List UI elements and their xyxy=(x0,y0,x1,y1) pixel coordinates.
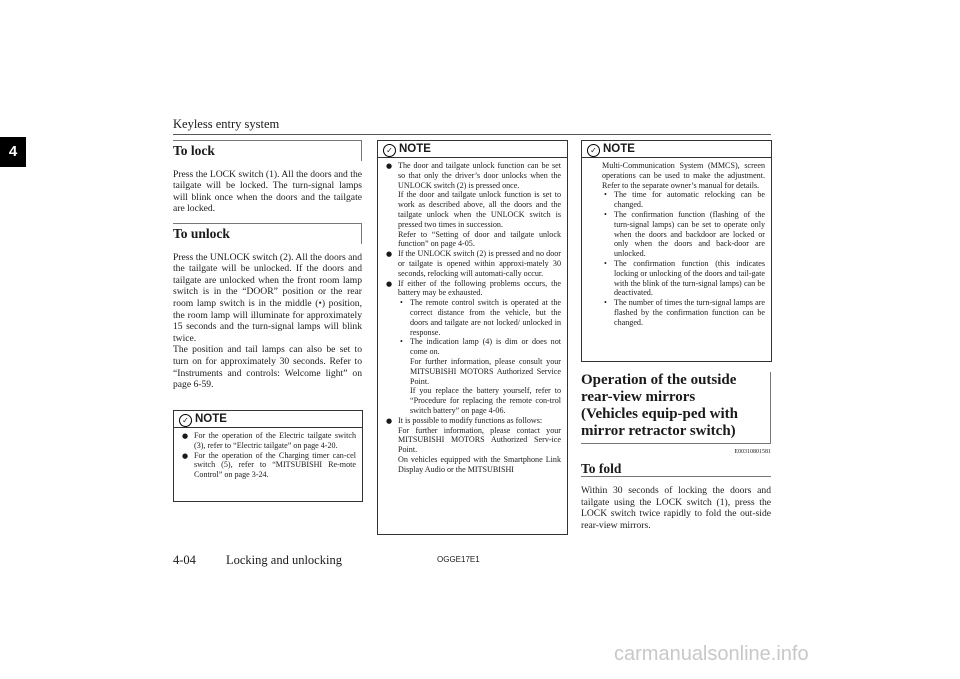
left-column xyxy=(173,140,362,391)
sub-item xyxy=(378,337,567,415)
note-item-text: The door and tailgate unlock function can be set so that only the driver’s door unlocks when the UNLOCK switch (2) is pressed once. xyxy=(398,161,561,190)
header-rule xyxy=(173,134,771,135)
lock-heading: To lock xyxy=(173,140,362,161)
sub-item-text: For further information, please consult your MITSUBISHI MOTORS Authorized Service Point. xyxy=(410,356,561,386)
note-item-text: If the UNLOCK switch (2) is pressed and no door or tailgate is opened within approxi-mately 30 seconds, relocking will automati-cally occur. xyxy=(398,249,561,278)
unlock-text-welcome: The position and tail lamps can also be set to turn on for approximately 30 seconds. Refer to “Instruments and controls: Welcome light” on page 6-59. xyxy=(173,344,362,391)
sub-bullet: • xyxy=(604,190,607,200)
note-item-text: On vehicles equipped with the Smartphone Link Display Audio or the MITSUBISHI xyxy=(398,454,561,474)
note-rule xyxy=(378,157,567,158)
note-item-text: If either of the following problems occurs, the battery may be exhausted. xyxy=(398,278,561,298)
note-header xyxy=(179,413,362,427)
note-item xyxy=(378,249,567,278)
note-label: NOTE xyxy=(399,143,431,156)
left-note-box xyxy=(173,410,363,502)
note-item xyxy=(174,451,362,480)
note-label: NOTE xyxy=(603,143,635,156)
sub-item-text: The time for automatic relocking can be changed. xyxy=(614,190,765,210)
bullet-icon: ● xyxy=(386,162,393,170)
sub-item xyxy=(582,190,771,210)
sub-item-text: The number of times the turn-signal lamps are flashed by the confirmation function can be changed. xyxy=(614,298,765,327)
sub-item xyxy=(582,298,771,327)
watermark: carmanualsonline.info xyxy=(614,643,809,665)
doc-code: OGGE17E1 xyxy=(437,555,480,564)
note-item-text: For the operation of the Electric tailgate switch (3), refer to “Electric tailgate” on page 4-20. xyxy=(194,431,356,450)
note-icon: ✓ xyxy=(587,144,600,157)
sub-item-text: The indication lamp (4) is dim or does not come on. xyxy=(410,337,561,357)
sub-item-text: If you replace the battery yourself, refer to “Procedure for replacing the remote con-trol switch battery” on page 4-06. xyxy=(410,386,561,415)
chapter-tab: 4 xyxy=(0,137,26,167)
sub-bullet: • xyxy=(400,298,403,308)
note-item-text: Refer to “Setting of door and tailgate unlock function” on page 4-05. xyxy=(398,229,561,249)
unlock-heading: To unlock xyxy=(173,223,362,244)
bullet-icon: ● xyxy=(386,250,393,259)
page-number: 4-04 xyxy=(173,553,196,567)
fold-heading: To fold xyxy=(581,463,771,478)
note-header xyxy=(587,143,771,157)
note-rule xyxy=(582,157,771,158)
sub-bullet: • xyxy=(604,298,607,308)
sub-bullet: • xyxy=(604,209,607,219)
note-item-text: For further information, please contact your MITSUBISHI MOTORS Authorized Serv-ice Point. xyxy=(398,425,561,455)
bullet-icon: ● xyxy=(386,279,393,288)
bullet-icon: ● xyxy=(386,416,393,425)
note-item-text: For the operation of the Charging timer can-cel switch (5), refer to “MITSUBISHI Re-mote Control” on page 3-24. xyxy=(194,450,356,480)
sub-bullet: • xyxy=(604,258,607,268)
sub-item-text: The confirmation function (this indicates locking or unlocking of the doors and tail-gate with the blink of the turn-signal lamps) can be deactivated. xyxy=(614,258,765,298)
lock-text: Press the LOCK switch (1). All the doors and the tailgate will be locked. The turn-signal lamps will blink once when the doors and the tailgate are locked. xyxy=(173,168,362,215)
note-rule xyxy=(174,427,362,428)
mirror-section xyxy=(581,372,771,532)
sub-bullet: • xyxy=(400,337,403,347)
note-label: NOTE xyxy=(195,413,227,426)
mirror-heading: Operation of the outside rear-view mirrors (Vehicles equip-ped with mirror retractor switch) xyxy=(581,372,771,444)
sub-item-text: The confirmation function (flashing of the turn-signal lamps) can be set to operate only when the doors and backdoor are locked or only when the doors and back-door are unlocked. xyxy=(614,209,765,259)
note-icon: ✓ xyxy=(383,144,396,157)
note-item xyxy=(378,161,567,249)
unlock-text: Press the UNLOCK switch (2). All the doors and the tailgate will be unlocked. If the doors and tailgate are unlocked when the front room lamp switch is in the “DOOR” position or the rear room lamp switch is in the middle (•) position, the room lamp will illuminate for approximately 15 seconds and the turn-signal lamps will blink twice. xyxy=(173,251,362,344)
sub-item xyxy=(582,210,771,259)
note-item xyxy=(378,416,567,475)
bullet-icon: ● xyxy=(182,451,189,460)
right-note-box xyxy=(581,140,772,362)
sub-item-text: The remote control switch is operated at the correct distance from the vehicle, but the doors and tailgate are not locked/ unlocked in response. xyxy=(410,298,561,337)
middle-note-box xyxy=(377,140,568,535)
note-intro: Multi-Communication System (MMCS), screen operations can be used to make the adjustment. Refer to the separate owner’s manual for details. xyxy=(602,161,765,190)
footer-section: Locking and unlocking xyxy=(226,553,342,567)
note-item xyxy=(378,279,567,299)
sub-item xyxy=(378,298,567,337)
fold-text: Within 30 seconds of locking the doors and tailgate using the LOCK switch (1), press the LOCK switch twice rapidly to fold the out-side rear-view mirrors. xyxy=(581,485,771,531)
note-item-text: If the door and tailgate unlock function is set to work as described above, all the doors and the tailgate unlock when the UNLOCK switch is pressed two times in succession. xyxy=(398,190,561,229)
running-header: Keyless entry system xyxy=(173,117,280,131)
note-icon: ✓ xyxy=(179,414,192,427)
bullet-icon: ● xyxy=(182,432,189,440)
note-header xyxy=(383,143,567,157)
note-item xyxy=(174,431,362,451)
section-code: E00310801581 xyxy=(734,449,771,455)
note-item-text: It is possible to modify functions as follows: xyxy=(398,415,543,425)
sub-item xyxy=(582,259,771,298)
